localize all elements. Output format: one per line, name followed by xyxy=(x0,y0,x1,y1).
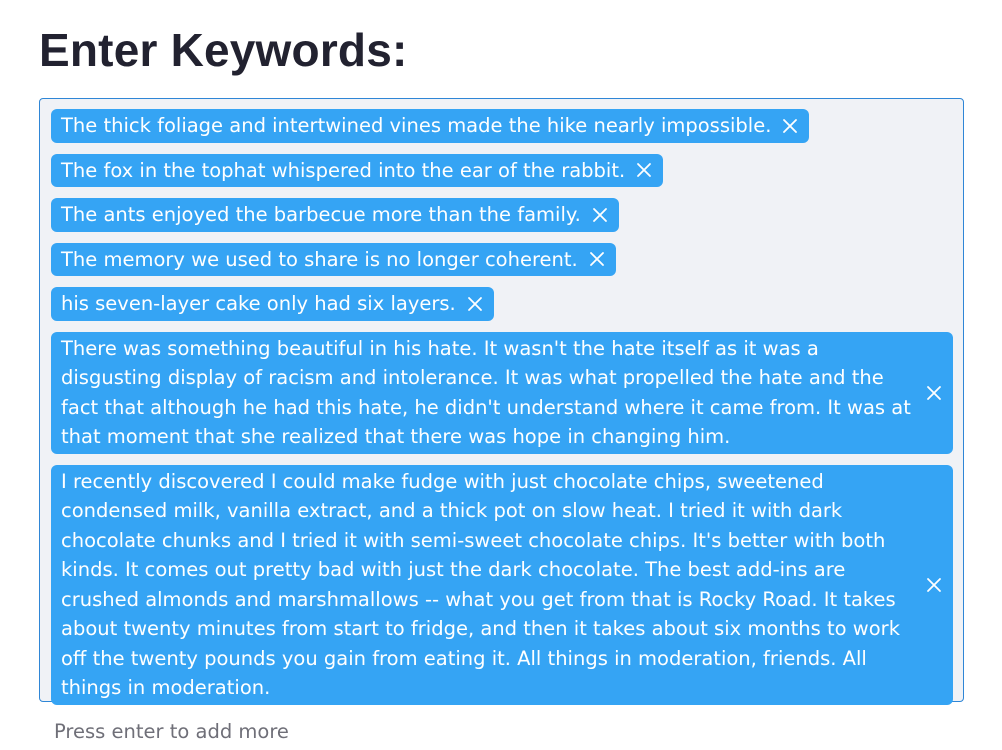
tag-list xyxy=(51,109,952,705)
close-icon[interactable] xyxy=(779,115,801,137)
keyword-tag-label: his seven-layer cake only had six layers. xyxy=(61,292,456,315)
keyword-tag xyxy=(51,243,616,277)
keyword-tag xyxy=(51,287,494,321)
keyword-tag xyxy=(51,465,953,705)
keyword-tag xyxy=(51,198,619,232)
close-icon[interactable] xyxy=(464,293,486,315)
keyword-tag xyxy=(51,109,809,143)
keyword-tag xyxy=(51,332,953,454)
keyword-tag-label: There was something beautiful in his hate. It wasn't the hate itself as it was a disgusting display of racism and intolerance. It was what propelled the hate and the fact that although he had this hate, he didn't understand where it came from. It was at that moment that she realized that there was hope in changing him. xyxy=(61,336,911,448)
keyword-tag-label: I recently discovered I could make fudge with just chocolate chips, sweetened condensed milk, vanilla extract, and a thick pot on slow heat. I tried it with dark chocolate chunks and I tried it with semi-sweet chocolate chips. It's better with both kinds. It comes out pretty bad with just the dark chocolate. The best add-ins are crushed almonds and marshmallows -- what you get from that is Rocky Road. It takes about twenty minutes from start to fridge, and then it takes about six months to work off the twenty pounds you gain from eating it. All things in moderation, friends. All things in moderation. xyxy=(61,469,900,699)
tag-input-box[interactable] xyxy=(39,98,964,702)
keyword-tag-label: The ants enjoyed the barbecue more than the family. xyxy=(61,203,581,226)
page-title: Enter Keywords: xyxy=(39,24,408,76)
close-icon[interactable] xyxy=(923,574,945,596)
close-icon[interactable] xyxy=(633,159,655,181)
keyword-tag-label: The fox in the tophat whispered into the ear of the rabbit. xyxy=(61,158,626,182)
close-icon[interactable] xyxy=(586,248,608,270)
close-icon[interactable] xyxy=(589,204,611,226)
keyword-tag-label: The thick foliage and intertwined vines made the hike nearly impossible. xyxy=(61,114,772,137)
close-icon[interactable] xyxy=(923,382,945,404)
keyword-tag-label: The memory we used to share is no longer coherent. xyxy=(61,247,578,271)
keyword-tag xyxy=(51,154,663,188)
add-keyword-input[interactable] xyxy=(54,717,934,747)
